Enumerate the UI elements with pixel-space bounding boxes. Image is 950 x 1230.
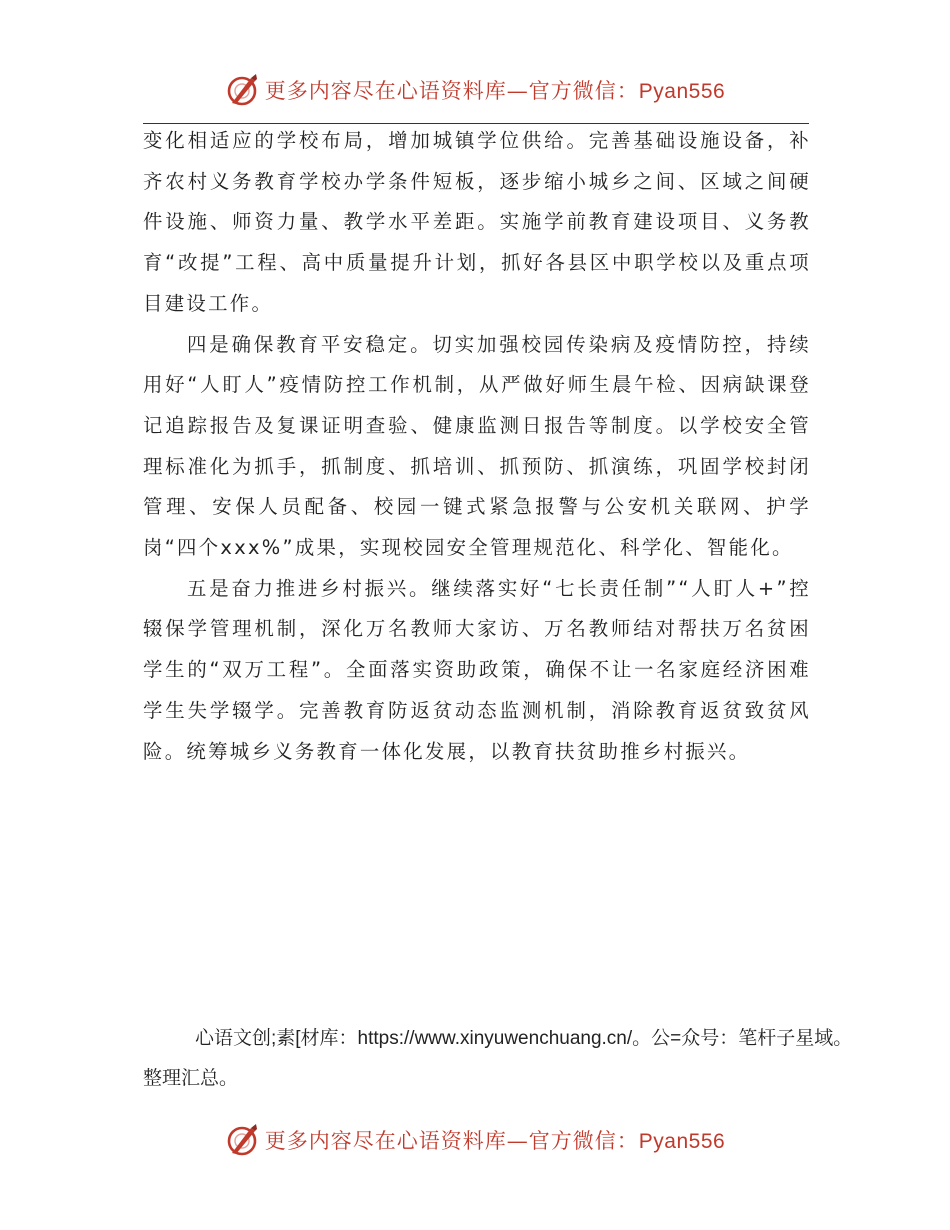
header-wechat-id: Pyan556 (638, 80, 726, 103)
paragraph-rural-revitalization: 五是奋力推进乡村振兴。继续落实好“七长责任制”“人盯人+”控辍保学管理机制，深化万名教师大家访、万名教师结对帮扶万名贫困学生的“双万工程”。全面落实资助政策，确保不让一名家庭经济困难学生失学辍学。完善教育防返贫动态监测机制，消除教育返贫致贫风险。统筹城乡义务教育一体化发展，以教育扶贫助推乡村振兴。 (143, 576, 811, 763)
paragraph-continuation: 变化相适应的学校布局，增加城镇学位供给。完善基础设施设备，补齐农村义务教育学校办学条件短板，逐步缩小城乡之间、区域之间硬件设施、师资力量、教学水平差距。实施学前教育建设项目、义务教育“改提”工程、高中质量提升计划，抓好各县区中职学校以及重点项目建设工作。 (143, 129, 811, 315)
quill-pen-logo-icon (225, 1122, 261, 1158)
footer-wechat-id: Pyan556 (638, 1130, 726, 1153)
paragraph-education-safety: 四是确保教育平安稳定。切实加强校园传染病及疫情防控，持续用好“人盯人”疫情防控工作机制，从严做好师生晨午检、因病缺课登记追踪报告及复课证明查验、健康监测日报告等制度。以学校安全管理标准化为抓手，抓制度、抓培训、抓预防、抓演练，巩固学校封闭管理、安保人员配备、校园一键式紧急报警与公安机关联网、护学岗“四个xxx%”成果，实现校园安全管理规范化、科学化、智能化。 (143, 332, 811, 560)
header-banner (0, 68, 950, 112)
quill-pen-logo-icon (225, 72, 261, 108)
footer-banner-text (265, 1125, 725, 1155)
footer-banner-label: 更多内容尽在心语资料库—官方微信： (264, 1129, 639, 1153)
header-banner-label: 更多内容尽在心语资料库—官方微信： (264, 79, 639, 103)
document-body (143, 121, 811, 772)
source-note-line2: 整理汇总。 (143, 1068, 239, 1089)
header-banner-text (265, 75, 725, 105)
source-note (143, 1019, 853, 1099)
source-note-line1: 心语文创;素[材库：https://www.xinyuwenchuang.cn/。公=众号：笔杆子星域。 (195, 1028, 853, 1049)
footer-banner (0, 1118, 950, 1162)
